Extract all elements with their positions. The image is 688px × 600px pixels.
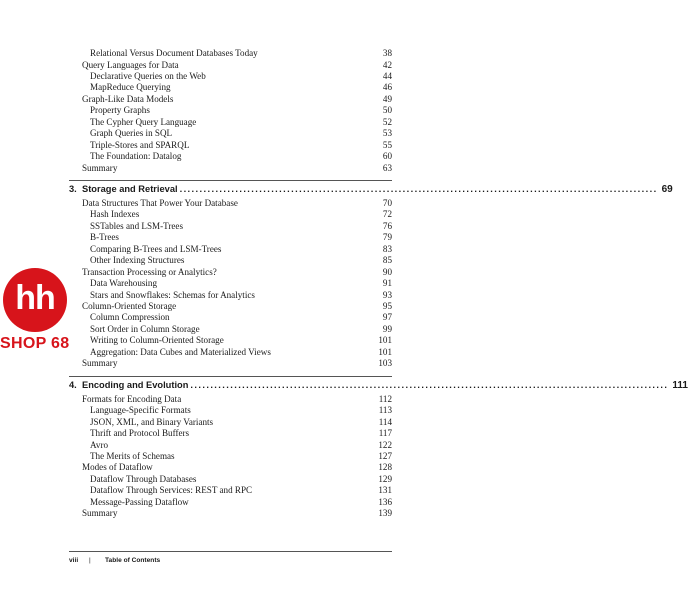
toc-entry[interactable] bbox=[82, 507, 392, 519]
entry-page: 53 bbox=[382, 128, 392, 139]
entry-title: Dataflow Through Services: REST and RPC bbox=[90, 485, 253, 496]
entry-page: 127 bbox=[378, 450, 392, 461]
entry-title: Triple-Stores and SPARQL bbox=[90, 139, 190, 150]
entry-title: Column-Oriented Storage bbox=[82, 301, 177, 311]
entry-title: Writing to Column-Oriented Storage bbox=[90, 335, 224, 346]
entry-title: Hash Indexes bbox=[90, 209, 140, 220]
entry-title: Summary bbox=[82, 162, 118, 173]
leader-dots: ........................................................................................................................ bbox=[179, 183, 658, 194]
chapter-number: 4. bbox=[69, 379, 77, 390]
watermark-logo bbox=[0, 268, 86, 358]
logo-circle-icon: hh bbox=[3, 268, 67, 332]
toc-entry[interactable] bbox=[90, 70, 392, 82]
entry-title: Data Warehousing bbox=[90, 278, 158, 289]
entry-page: 91 bbox=[382, 278, 392, 289]
entry-title: Graph-Like Data Models bbox=[82, 93, 174, 104]
entry-title: B-Trees bbox=[90, 232, 119, 243]
entry-title: The Merits of Schemas bbox=[90, 450, 175, 461]
entry-title: Modes of Dataflow bbox=[82, 462, 153, 473]
toc-entry[interactable] bbox=[90, 496, 392, 508]
entry-page: 83 bbox=[382, 243, 392, 254]
toc-entry[interactable] bbox=[90, 346, 392, 358]
toc-entry[interactable] bbox=[90, 334, 392, 346]
entry-page: 117 bbox=[378, 428, 392, 438]
toc-entry[interactable] bbox=[90, 81, 392, 93]
toc-entry[interactable] bbox=[90, 323, 392, 335]
entry-title: Data Structures That Power Your Database bbox=[82, 197, 238, 208]
entry-title: Declarative Queries on the Web bbox=[90, 70, 206, 81]
entry-page: 113 bbox=[378, 405, 392, 416]
toc-entry[interactable] bbox=[90, 243, 392, 255]
entry-page: 38 bbox=[382, 48, 392, 58]
entry-title: Message-Passing Dataflow bbox=[90, 496, 189, 507]
entry-page: 101 bbox=[378, 346, 392, 357]
entry-title: Property Graphs bbox=[90, 105, 150, 116]
entry-title: Relational Versus Document Databases Today bbox=[90, 48, 258, 58]
toc-entry[interactable] bbox=[82, 461, 392, 473]
toc-chapter[interactable] bbox=[69, 182, 673, 196]
toc-entry[interactable] bbox=[90, 139, 392, 151]
entry-page: 79 bbox=[382, 232, 392, 243]
entry-title: MapReduce Querying bbox=[90, 82, 171, 93]
toc-entry[interactable] bbox=[90, 289, 392, 301]
entry-page: 44 bbox=[382, 70, 392, 81]
toc-entry[interactable] bbox=[82, 197, 392, 209]
entry-title: Dataflow Through Databases bbox=[90, 473, 197, 484]
entry-title: Summary bbox=[82, 508, 118, 519]
toc-entry[interactable] bbox=[90, 473, 392, 485]
footer-page-number: viii bbox=[69, 557, 79, 564]
footer-separator: | bbox=[89, 557, 91, 564]
entry-title: Column Compression bbox=[90, 312, 170, 323]
entry-title: Avro bbox=[90, 439, 109, 450]
chapter-page: 69 bbox=[661, 183, 673, 195]
toc-entry[interactable] bbox=[90, 220, 392, 232]
entry-page: 76 bbox=[382, 220, 392, 231]
toc-entry[interactable] bbox=[90, 450, 392, 462]
entry-title: Thrift and Protocol Buffers bbox=[90, 428, 190, 438]
entry-page: 49 bbox=[382, 93, 392, 104]
entry-title: The Foundation: Datalog bbox=[90, 151, 182, 162]
entry-page: 114 bbox=[378, 416, 392, 427]
entry-title: Formats for Encoding Data bbox=[82, 393, 182, 404]
chapter-page: 111 bbox=[672, 379, 688, 391]
page-footer bbox=[69, 555, 160, 567]
toc-entry[interactable] bbox=[90, 439, 392, 451]
chapter-rule bbox=[69, 180, 392, 181]
entry-title: Other Indexing Structures bbox=[90, 255, 185, 266]
entry-page: 128 bbox=[378, 462, 392, 473]
toc-entry[interactable] bbox=[82, 162, 392, 174]
toc-entry[interactable] bbox=[82, 93, 392, 105]
toc-entry[interactable] bbox=[90, 150, 392, 162]
entry-page: 122 bbox=[378, 439, 392, 450]
chapter-title: Storage and Retrieval bbox=[82, 183, 178, 194]
entry-page: 50 bbox=[382, 105, 392, 116]
toc-entry[interactable] bbox=[90, 127, 392, 139]
entry-page: 63 bbox=[382, 162, 392, 173]
entry-title: Summary bbox=[82, 358, 118, 369]
entry-page: 99 bbox=[382, 323, 392, 334]
toc-entry[interactable] bbox=[82, 300, 392, 312]
entry-title: Sort Order in Column Storage bbox=[90, 323, 200, 334]
entry-title: Query Languages for Data bbox=[82, 59, 179, 70]
logo-text: SHOP 68 bbox=[0, 335, 70, 352]
chapter-rule bbox=[69, 376, 392, 377]
entry-page: 55 bbox=[382, 139, 392, 150]
toc-chapter[interactable] bbox=[69, 378, 688, 392]
toc-entry[interactable] bbox=[82, 393, 392, 405]
entry-title: Graph Queries in SQL bbox=[90, 128, 173, 139]
entry-page: 131 bbox=[378, 485, 392, 496]
entry-page: 60 bbox=[382, 151, 392, 162]
toc-entry[interactable] bbox=[82, 59, 392, 71]
toc-entry[interactable] bbox=[90, 254, 392, 266]
entry-title: Aggregation: Data Cubes and Materialized Views bbox=[90, 346, 271, 357]
footer-rule bbox=[69, 551, 392, 552]
toc-entry[interactable] bbox=[90, 231, 392, 243]
entry-page: 97 bbox=[382, 312, 392, 323]
toc-entry[interactable] bbox=[90, 404, 392, 416]
entry-page: 52 bbox=[382, 116, 392, 127]
entry-title: Comparing B-Trees and LSM-Trees bbox=[90, 243, 222, 254]
toc-entry[interactable] bbox=[82, 266, 392, 278]
entry-page: 95 bbox=[382, 301, 392, 311]
entry-title: Stars and Snowflakes: Schemas for Analytics bbox=[90, 289, 255, 300]
entry-page: 101 bbox=[378, 335, 392, 346]
entry-page: 72 bbox=[382, 209, 392, 220]
entry-page: 112 bbox=[378, 393, 392, 404]
toc-entry[interactable] bbox=[90, 277, 392, 289]
chapter-title: Encoding and Evolution bbox=[82, 379, 189, 390]
toc-entry[interactable] bbox=[90, 484, 392, 496]
chapter-number: 3. bbox=[69, 183, 77, 194]
entry-page: 139 bbox=[378, 508, 392, 519]
entry-page: 85 bbox=[382, 255, 392, 266]
entry-title: The Cypher Query Language bbox=[90, 116, 197, 127]
entry-page: 93 bbox=[382, 289, 392, 300]
entry-page: 42 bbox=[382, 59, 392, 70]
footer-section-title: Table of Contents bbox=[105, 557, 161, 564]
entry-title: SSTables and LSM-Trees bbox=[90, 220, 183, 231]
toc-entry[interactable] bbox=[90, 47, 392, 59]
toc-entry[interactable] bbox=[90, 427, 392, 439]
toc-entry[interactable] bbox=[90, 208, 392, 220]
toc-entry[interactable] bbox=[90, 416, 392, 428]
toc-entry[interactable] bbox=[90, 116, 392, 128]
entry-page: 136 bbox=[378, 496, 392, 507]
toc-entry[interactable] bbox=[90, 311, 392, 323]
entry-page: 90 bbox=[382, 266, 392, 277]
entry-title: JSON, XML, and Binary Variants bbox=[90, 416, 214, 427]
toc-entry[interactable] bbox=[90, 104, 392, 116]
entry-title: Language-Specific Formats bbox=[90, 405, 191, 416]
entry-page: 129 bbox=[378, 473, 392, 484]
entry-page: 46 bbox=[382, 82, 392, 93]
leader-dots: ........................................................................................................................ bbox=[190, 379, 669, 390]
toc-entry[interactable] bbox=[82, 357, 392, 369]
entry-page: 70 bbox=[382, 197, 392, 208]
entry-page: 103 bbox=[378, 358, 392, 369]
entry-title: Transaction Processing or Analytics? bbox=[82, 266, 217, 277]
